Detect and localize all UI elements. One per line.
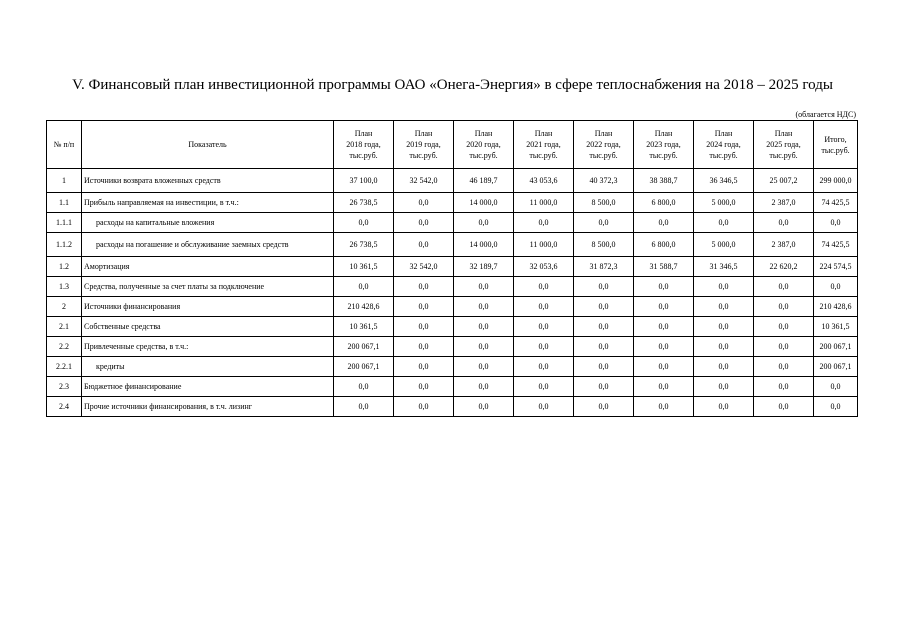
cell-value: 0,0 xyxy=(754,337,814,357)
page-title: V. Финансовый план инвестиционной программы ОАО «Онега-Энергия» в сфере теплоснабжения на 2018 – 2025 годы xyxy=(72,77,833,93)
header-year: План 2022 года, тыс.руб. xyxy=(574,121,634,169)
cell-value: 0,0 xyxy=(514,397,574,417)
cell-value: 0,0 xyxy=(334,377,394,397)
cell-value: 26 738,5 xyxy=(334,233,394,257)
cell-value: 0,0 xyxy=(454,297,514,317)
cell-value: 0,0 xyxy=(694,297,754,317)
row-num: 2.2.1 xyxy=(47,357,82,377)
cell-value: 0,0 xyxy=(394,297,454,317)
cell-total: 0,0 xyxy=(814,397,858,417)
cell-value: 0,0 xyxy=(694,377,754,397)
cell-value: 32 542,0 xyxy=(394,169,454,193)
cell-total: 0,0 xyxy=(814,377,858,397)
cell-value: 0,0 xyxy=(394,193,454,213)
header-year: План 2020 года, тыс.руб. xyxy=(454,121,514,169)
cell-value: 0,0 xyxy=(334,277,394,297)
row-label: Бюджетное финансирование xyxy=(82,377,334,397)
cell-value: 40 372,3 xyxy=(574,169,634,193)
cell-value: 0,0 xyxy=(754,297,814,317)
cell-total: 0,0 xyxy=(814,277,858,297)
cell-value: 0,0 xyxy=(694,397,754,417)
cell-value: 0,0 xyxy=(454,213,514,233)
cell-value: 0,0 xyxy=(754,357,814,377)
cell-total: 200 067,1 xyxy=(814,337,858,357)
table-row xyxy=(47,377,858,397)
row-num: 1.1.2 xyxy=(47,233,82,257)
cell-value: 10 361,5 xyxy=(334,257,394,277)
row-num: 1 xyxy=(47,169,82,193)
cell-value: 0,0 xyxy=(394,377,454,397)
cell-value: 0,0 xyxy=(394,317,454,337)
table-row xyxy=(47,277,858,297)
cell-value: 0,0 xyxy=(754,377,814,397)
cell-value: 14 000,0 xyxy=(454,233,514,257)
cell-value: 14 000,0 xyxy=(454,193,514,213)
cell-value: 32 542,0 xyxy=(394,257,454,277)
cell-value: 10 361,5 xyxy=(334,317,394,337)
table-header xyxy=(47,121,858,169)
cell-value: 0,0 xyxy=(574,337,634,357)
table-row xyxy=(47,233,858,257)
vat-note: (облагается НДС) xyxy=(795,110,856,119)
financial-plan-table xyxy=(46,120,858,417)
cell-value: 0,0 xyxy=(514,357,574,377)
cell-value: 210 428,6 xyxy=(334,297,394,317)
header-year: План 2025 года, тыс.руб. xyxy=(754,121,814,169)
cell-value: 0,0 xyxy=(454,357,514,377)
cell-value: 0,0 xyxy=(574,377,634,397)
row-label: расходы на капитальные вложения xyxy=(82,213,334,233)
header-year: План 2021 года, тыс.руб. xyxy=(514,121,574,169)
cell-value: 0,0 xyxy=(514,297,574,317)
cell-total: 10 361,5 xyxy=(814,317,858,337)
header-year: План 2018 года, тыс.руб. xyxy=(334,121,394,169)
cell-value: 0,0 xyxy=(334,397,394,417)
cell-value: 31 872,3 xyxy=(574,257,634,277)
cell-total: 74 425,5 xyxy=(814,233,858,257)
cell-value: 0,0 xyxy=(394,277,454,297)
cell-value: 46 189,7 xyxy=(454,169,514,193)
table-row xyxy=(47,297,858,317)
cell-value: 0,0 xyxy=(634,357,694,377)
cell-value: 0,0 xyxy=(394,357,454,377)
cell-total: 0,0 xyxy=(814,213,858,233)
cell-value: 0,0 xyxy=(754,317,814,337)
cell-value: 0,0 xyxy=(514,213,574,233)
cell-value: 0,0 xyxy=(694,317,754,337)
row-num: 2.3 xyxy=(47,377,82,397)
cell-value: 0,0 xyxy=(694,213,754,233)
cell-value: 0,0 xyxy=(694,337,754,357)
cell-value: 32 189,7 xyxy=(454,257,514,277)
header-year: План 2024 года, тыс.руб. xyxy=(694,121,754,169)
header-year: План 2023 года, тыс.руб. xyxy=(634,121,694,169)
cell-value: 0,0 xyxy=(754,213,814,233)
cell-value: 11 000,0 xyxy=(514,233,574,257)
cell-value: 26 738,5 xyxy=(334,193,394,213)
cell-value: 0,0 xyxy=(574,213,634,233)
cell-value: 0,0 xyxy=(634,277,694,297)
row-label: кредиты xyxy=(82,357,334,377)
cell-value: 0,0 xyxy=(514,317,574,337)
cell-value: 11 000,0 xyxy=(514,193,574,213)
cell-total: 224 574,5 xyxy=(814,257,858,277)
row-num: 1.1.1 xyxy=(47,213,82,233)
cell-value: 0,0 xyxy=(514,377,574,397)
cell-value: 37 100,0 xyxy=(334,169,394,193)
cell-value: 0,0 xyxy=(634,337,694,357)
table-row xyxy=(47,357,858,377)
row-num: 2.2 xyxy=(47,337,82,357)
row-label: расходы на погашение и обслуживание заемных средств xyxy=(82,233,334,257)
header-year: План 2019 года, тыс.руб. xyxy=(394,121,454,169)
cell-value: 0,0 xyxy=(574,317,634,337)
table-row xyxy=(47,169,858,193)
cell-total: 74 425,5 xyxy=(814,193,858,213)
cell-value: 0,0 xyxy=(634,297,694,317)
cell-value: 25 007,2 xyxy=(754,169,814,193)
table-row xyxy=(47,213,858,233)
cell-value: 0,0 xyxy=(454,397,514,417)
header-num: № п/п xyxy=(47,121,82,169)
cell-value: 0,0 xyxy=(514,337,574,357)
header-total: Итого, тыс.руб. xyxy=(814,121,858,169)
table-row xyxy=(47,337,858,357)
cell-value: 6 800,0 xyxy=(634,193,694,213)
table-row xyxy=(47,257,858,277)
cell-value: 5 000,0 xyxy=(694,233,754,257)
row-label: Прочие источники финансирования, в т.ч. лизинг xyxy=(82,397,334,417)
cell-value: 0,0 xyxy=(694,357,754,377)
cell-value: 0,0 xyxy=(394,233,454,257)
cell-value: 0,0 xyxy=(394,397,454,417)
cell-total: 299 000,0 xyxy=(814,169,858,193)
cell-value: 0,0 xyxy=(514,277,574,297)
header-row xyxy=(47,121,858,169)
cell-value: 0,0 xyxy=(454,337,514,357)
cell-value: 200 067,1 xyxy=(334,357,394,377)
cell-value: 0,0 xyxy=(634,377,694,397)
table-row xyxy=(47,193,858,213)
row-label: Привлеченные средства, в т.ч.: xyxy=(82,337,334,357)
table-row xyxy=(47,317,858,337)
row-num: 2 xyxy=(47,297,82,317)
cell-value: 38 388,7 xyxy=(634,169,694,193)
table-body xyxy=(47,169,858,417)
cell-total: 210 428,6 xyxy=(814,297,858,317)
cell-value: 0,0 xyxy=(574,397,634,417)
cell-value: 2 387,0 xyxy=(754,233,814,257)
cell-value: 0,0 xyxy=(394,213,454,233)
cell-value: 0,0 xyxy=(754,397,814,417)
cell-value: 31 588,7 xyxy=(634,257,694,277)
row-label: Источники возврата вложенных средств xyxy=(82,169,334,193)
row-num: 2.1 xyxy=(47,317,82,337)
cell-value: 0,0 xyxy=(634,213,694,233)
row-num: 2.4 xyxy=(47,397,82,417)
row-num: 1.3 xyxy=(47,277,82,297)
cell-value: 0,0 xyxy=(634,397,694,417)
row-num: 1.1 xyxy=(47,193,82,213)
row-label: Собственные средства xyxy=(82,317,334,337)
cell-value: 32 053,6 xyxy=(514,257,574,277)
cell-value: 6 800,0 xyxy=(634,233,694,257)
cell-value: 0,0 xyxy=(574,357,634,377)
cell-value: 43 053,6 xyxy=(514,169,574,193)
cell-value: 8 500,0 xyxy=(574,193,634,213)
cell-value: 0,0 xyxy=(454,277,514,297)
cell-value: 8 500,0 xyxy=(574,233,634,257)
row-num: 1.2 xyxy=(47,257,82,277)
row-label: Амортизация xyxy=(82,257,334,277)
cell-value: 0,0 xyxy=(574,297,634,317)
header-indicator: Показатель xyxy=(82,121,334,169)
cell-value: 0,0 xyxy=(334,213,394,233)
row-label: Средства, полученные за счет платы за подключение xyxy=(82,277,334,297)
row-label: Прибыль направляемая на инвестиции, в т.ч.: xyxy=(82,193,334,213)
cell-value: 0,0 xyxy=(694,277,754,297)
cell-value: 0,0 xyxy=(454,317,514,337)
cell-value: 0,0 xyxy=(574,277,634,297)
cell-value: 0,0 xyxy=(394,337,454,357)
cell-value: 36 346,5 xyxy=(694,169,754,193)
cell-value: 0,0 xyxy=(634,317,694,337)
cell-value: 200 067,1 xyxy=(334,337,394,357)
row-label: Источники финансирования xyxy=(82,297,334,317)
cell-value: 5 000,0 xyxy=(694,193,754,213)
cell-value: 0,0 xyxy=(754,277,814,297)
cell-value: 31 346,5 xyxy=(694,257,754,277)
table-row xyxy=(47,397,858,417)
cell-value: 0,0 xyxy=(454,377,514,397)
cell-value: 22 620,2 xyxy=(754,257,814,277)
cell-total: 200 067,1 xyxy=(814,357,858,377)
cell-value: 2 387,0 xyxy=(754,193,814,213)
